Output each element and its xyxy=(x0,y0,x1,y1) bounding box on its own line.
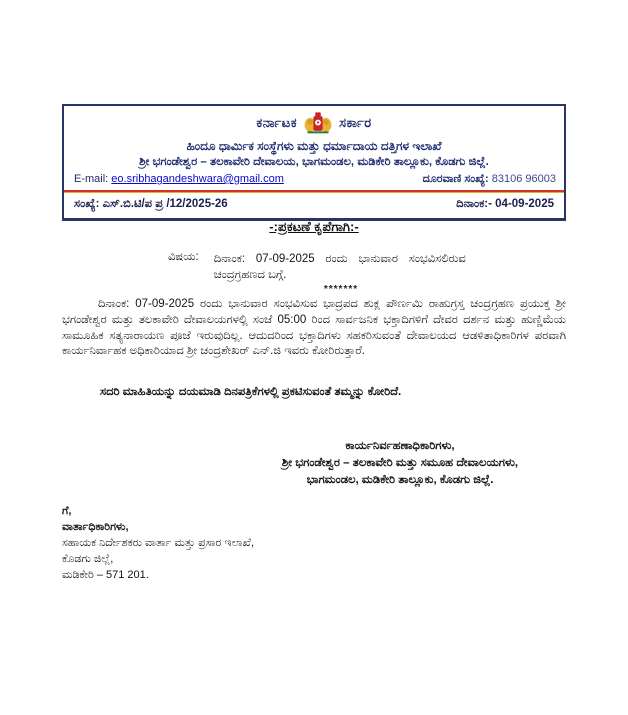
signature-place-line: ಭಾಗಮಂಡಲ, ಮಡಿಕೇರಿ ತಾಲ್ಲೂಕು, ಕೊಡಗು ಜಿಲ್ಲೆ. xyxy=(306,474,494,486)
addressee-title: ವಾರ್ತಾಧಿಕಾರಿಗಳು, xyxy=(62,521,129,533)
subject-text: ದಿನಾಂಕ: 07-09-2025 ರಂದು ಭಾನುವಾರ ಸಂಭವಿಸಲಿರುವ ಚಂದ್ರಗ್ರಹಣದ ಬಗ್ಗೆ. xyxy=(213,253,466,281)
subject-label: ವಿಷಯ: xyxy=(168,251,199,263)
government-title-left: ಕರ್ನಾಟಕ xyxy=(256,115,298,130)
signature-block xyxy=(238,438,562,489)
addressee-salutation: ಗೆ, xyxy=(62,505,72,517)
signature-designation: ಕಾರ್ಯನಿರ್ವಹಣಾಧಿಕಾರಿಗಳು, xyxy=(345,440,455,452)
subject-block xyxy=(168,251,467,295)
phone-wrap xyxy=(423,173,556,186)
addressee-city-pin: ಮಡಿಕೇರಿ – 571 201. xyxy=(62,569,149,581)
publication-request-line: ಸದರಿ ಮಾಹಿತಿಯನ್ನು ದಯಮಾಡಿ ದಿನಪತ್ರಿಕೆಗಳಲ್ಲಿ ಪ್ರಕಟಿಸುವಂತೆ ತಮ್ಮನ್ನು ಕೋರಿದೆ. xyxy=(100,386,402,398)
addressee-department: ಸಹಾಯಕ ನಿರ್ದೇಶಕರು ವಾರ್ತಾ ಮತ್ತು ಪ್ರಸಾರ ಇಲಾಖೆ, xyxy=(62,537,255,549)
email-link[interactable]: eo.sribhagandeshwara@gmail.com xyxy=(111,173,284,185)
karnataka-emblem-icon xyxy=(304,111,332,135)
phone-label: ದೂರವಾಣಿ ಸಂಖ್ಯೆ: xyxy=(422,173,489,185)
email-wrap xyxy=(74,173,284,185)
document-title-text: -:ಪ್ರಕಟಣೆ ಕೃಪೆಗಾಗಿ:- xyxy=(269,219,359,234)
signature-temple-line: ಶ್ರೀ ಭಗಂಡೇಶ್ವರ – ತಲಕಾವೇರಿ ಮತ್ತು ಸಮೂಹ ದೇವಾಲಯಗಳು, xyxy=(281,457,519,469)
letter-date: ದಿನಾಂಕ:- 04-09-2025 xyxy=(456,198,554,210)
addressee-block xyxy=(62,503,254,583)
contact-row xyxy=(64,169,564,190)
body-paragraph: ದಿನಾಂಕ: 07-09-2025 ರಂದು ಭಾನುವಾರ ಸಂಭವಿಸುವ ಭಾದ್ರಪದ ಶುಕ್ಲ ಪೌರ್ಣಮಿ ರಾಹುಗ್ರಸ್ತ ಚಂದ್ರಗ್ರಹಣ ಪ್ರಯುಕ್ತ ಶ್ರೀ ಭಗಂಡೇಶ್ವರ ಮತ್ತು ತಲಕಾವೇರಿ ದೇವಾಲಯಗಳಲ್ಲಿ ಸಂಜೆ 05:00 ರಿಂದ ಸಾರ್ವಜನಿಕ ಭಕ್ತಾದಿಗಳಿಗೆ ದೇವರ ದರ್ಶನ ಮತ್ತು ಹುಣ್ಣಿಮೆಯ ಸಾಮೂಹಿಕ ಸತ್ಯನಾರಾಯಣ ಪೂಜೆ ಇರುವುದಿಲ್ಲ. ಆದುದರಿಂದ ಭಕ್ತಾದಿಗಳು ಸಹಕರಿಸುವಂತೆ ದೇವಾಲಯದ ಆಡಳಿತಾಧಿಕಾರಿಗಳ ಪರವಾಗಿ ಕಾರ್ಯನಿರ್ವಾಹಕ ಅಧಿಕಾರಿಯಾದ ಶ್ರೀ ಚಂದ್ರಶೇಖರ್ ಎನ್.ಜಿ ಇವರು ಕೋರಿರುತ್ತಾರೆ. xyxy=(62,298,566,358)
addressee-district: ಕೊಡಗು ಜಿಲ್ಲೆ, xyxy=(62,553,114,565)
email-label: E-mail: xyxy=(74,173,109,185)
government-title-right: ಸರ್ಕಾರ xyxy=(339,115,372,130)
document-title xyxy=(0,219,628,235)
temple-address-line: ಶ್ರೀ ಭಗಂಡೇಶ್ವರ – ತಲಕಾವೇರಿ ದೇವಾಲಯ, ಭಾಗಮಂಡಲ, ಮಡಿಕೇರಿ ತಾಲ್ಲೂಕು, ಕೊಡಗು ಜಿಲ್ಲೆ. xyxy=(139,156,489,168)
reference-number: ಸಂಖ್ಯೆ: ಎಸ್.ಬಿ.ಟಿ/ಪ ಪ್ರ /12/2025-26 xyxy=(74,198,228,210)
letterhead-box xyxy=(62,104,566,221)
department-line: ಹಿಂದೂ ಧಾರ್ಮಿಕ ಸಂಸ್ಥೆಗಳು ಮತ್ತು ಧರ್ಮಾದಾಯ ದತ್ತಿಗಳ ಇಲಾಖೆ xyxy=(186,139,442,153)
reference-row xyxy=(64,193,564,218)
government-title-row xyxy=(64,106,564,135)
separator-stars: ******* xyxy=(323,284,359,295)
phone-number: 83106 96003 xyxy=(491,173,556,185)
